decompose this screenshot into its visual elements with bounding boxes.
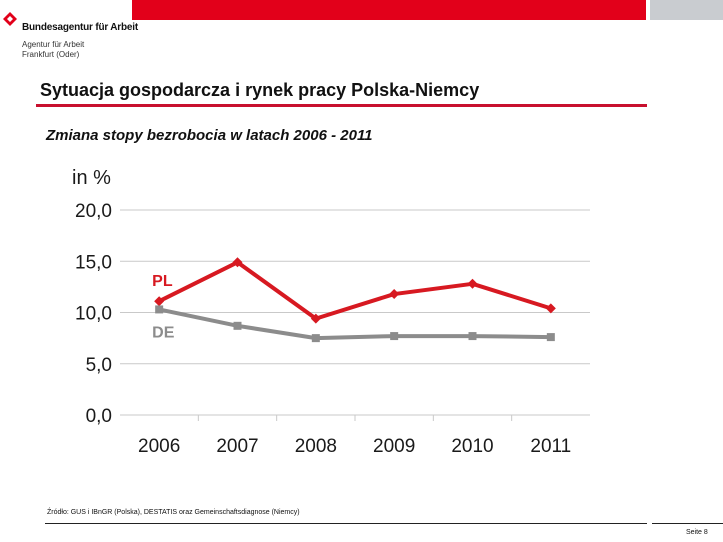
x-tick-label: 2008 (294, 436, 337, 457)
page-number: Seite 8 (686, 529, 708, 536)
footer-divider (45, 523, 647, 524)
source-note: Źródło: GUS i IBnGR (Polska), DESTATIS oraz Gemeinschaftsdiagnose (Niemcy) (47, 509, 300, 516)
x-tick-label: 2010 (451, 436, 494, 457)
x-tick-label: 2011 (530, 436, 572, 457)
line-chart (50, 160, 610, 465)
y-tick-label: 15,0 (75, 252, 112, 274)
data-point-pl (546, 303, 556, 313)
y-tick-label: 0,0 (85, 406, 112, 427)
page-title: Sytuacja gospodarcza i rynek pracy Polska-Niemcy (40, 80, 480, 100)
data-point-pl (468, 279, 478, 289)
data-point-de (234, 322, 242, 330)
y-tick-label: 10,0 (75, 303, 112, 325)
chart-subtitle: Zmiana stopy bezrobocia w latach 2006 - 2011 (46, 127, 373, 144)
data-point-de (155, 305, 163, 313)
data-point-pl (389, 289, 399, 299)
x-tick-label: 2007 (216, 436, 259, 457)
data-point-de (390, 332, 398, 340)
agency-city: Frankfurt (Oder) (22, 50, 80, 59)
y-tick-label: 5,0 (85, 354, 112, 376)
data-point-de (312, 334, 320, 342)
y-axis-label: in % (72, 167, 111, 189)
agency-logo-icon (3, 12, 17, 26)
data-point-de (547, 333, 555, 341)
header-grey-bar (650, 0, 723, 20)
x-tick-label: 2009 (373, 436, 416, 457)
series-label-pl: PL (152, 273, 173, 291)
x-tick-label: 2006 (138, 436, 181, 457)
data-point-de (469, 332, 477, 340)
agency-name: Agentur für Arbeit (22, 40, 85, 49)
y-tick-label: 20,0 (75, 201, 112, 222)
logo (0, 8, 138, 59)
org-name: Bundesagentur für Arbeit (22, 22, 138, 33)
series-label-de: DE (152, 324, 175, 342)
header-red-bar (132, 0, 646, 20)
title-divider (36, 104, 647, 107)
series-line-pl (159, 262, 551, 318)
series-line-de (159, 309, 551, 338)
footer-divider-right (652, 523, 723, 524)
